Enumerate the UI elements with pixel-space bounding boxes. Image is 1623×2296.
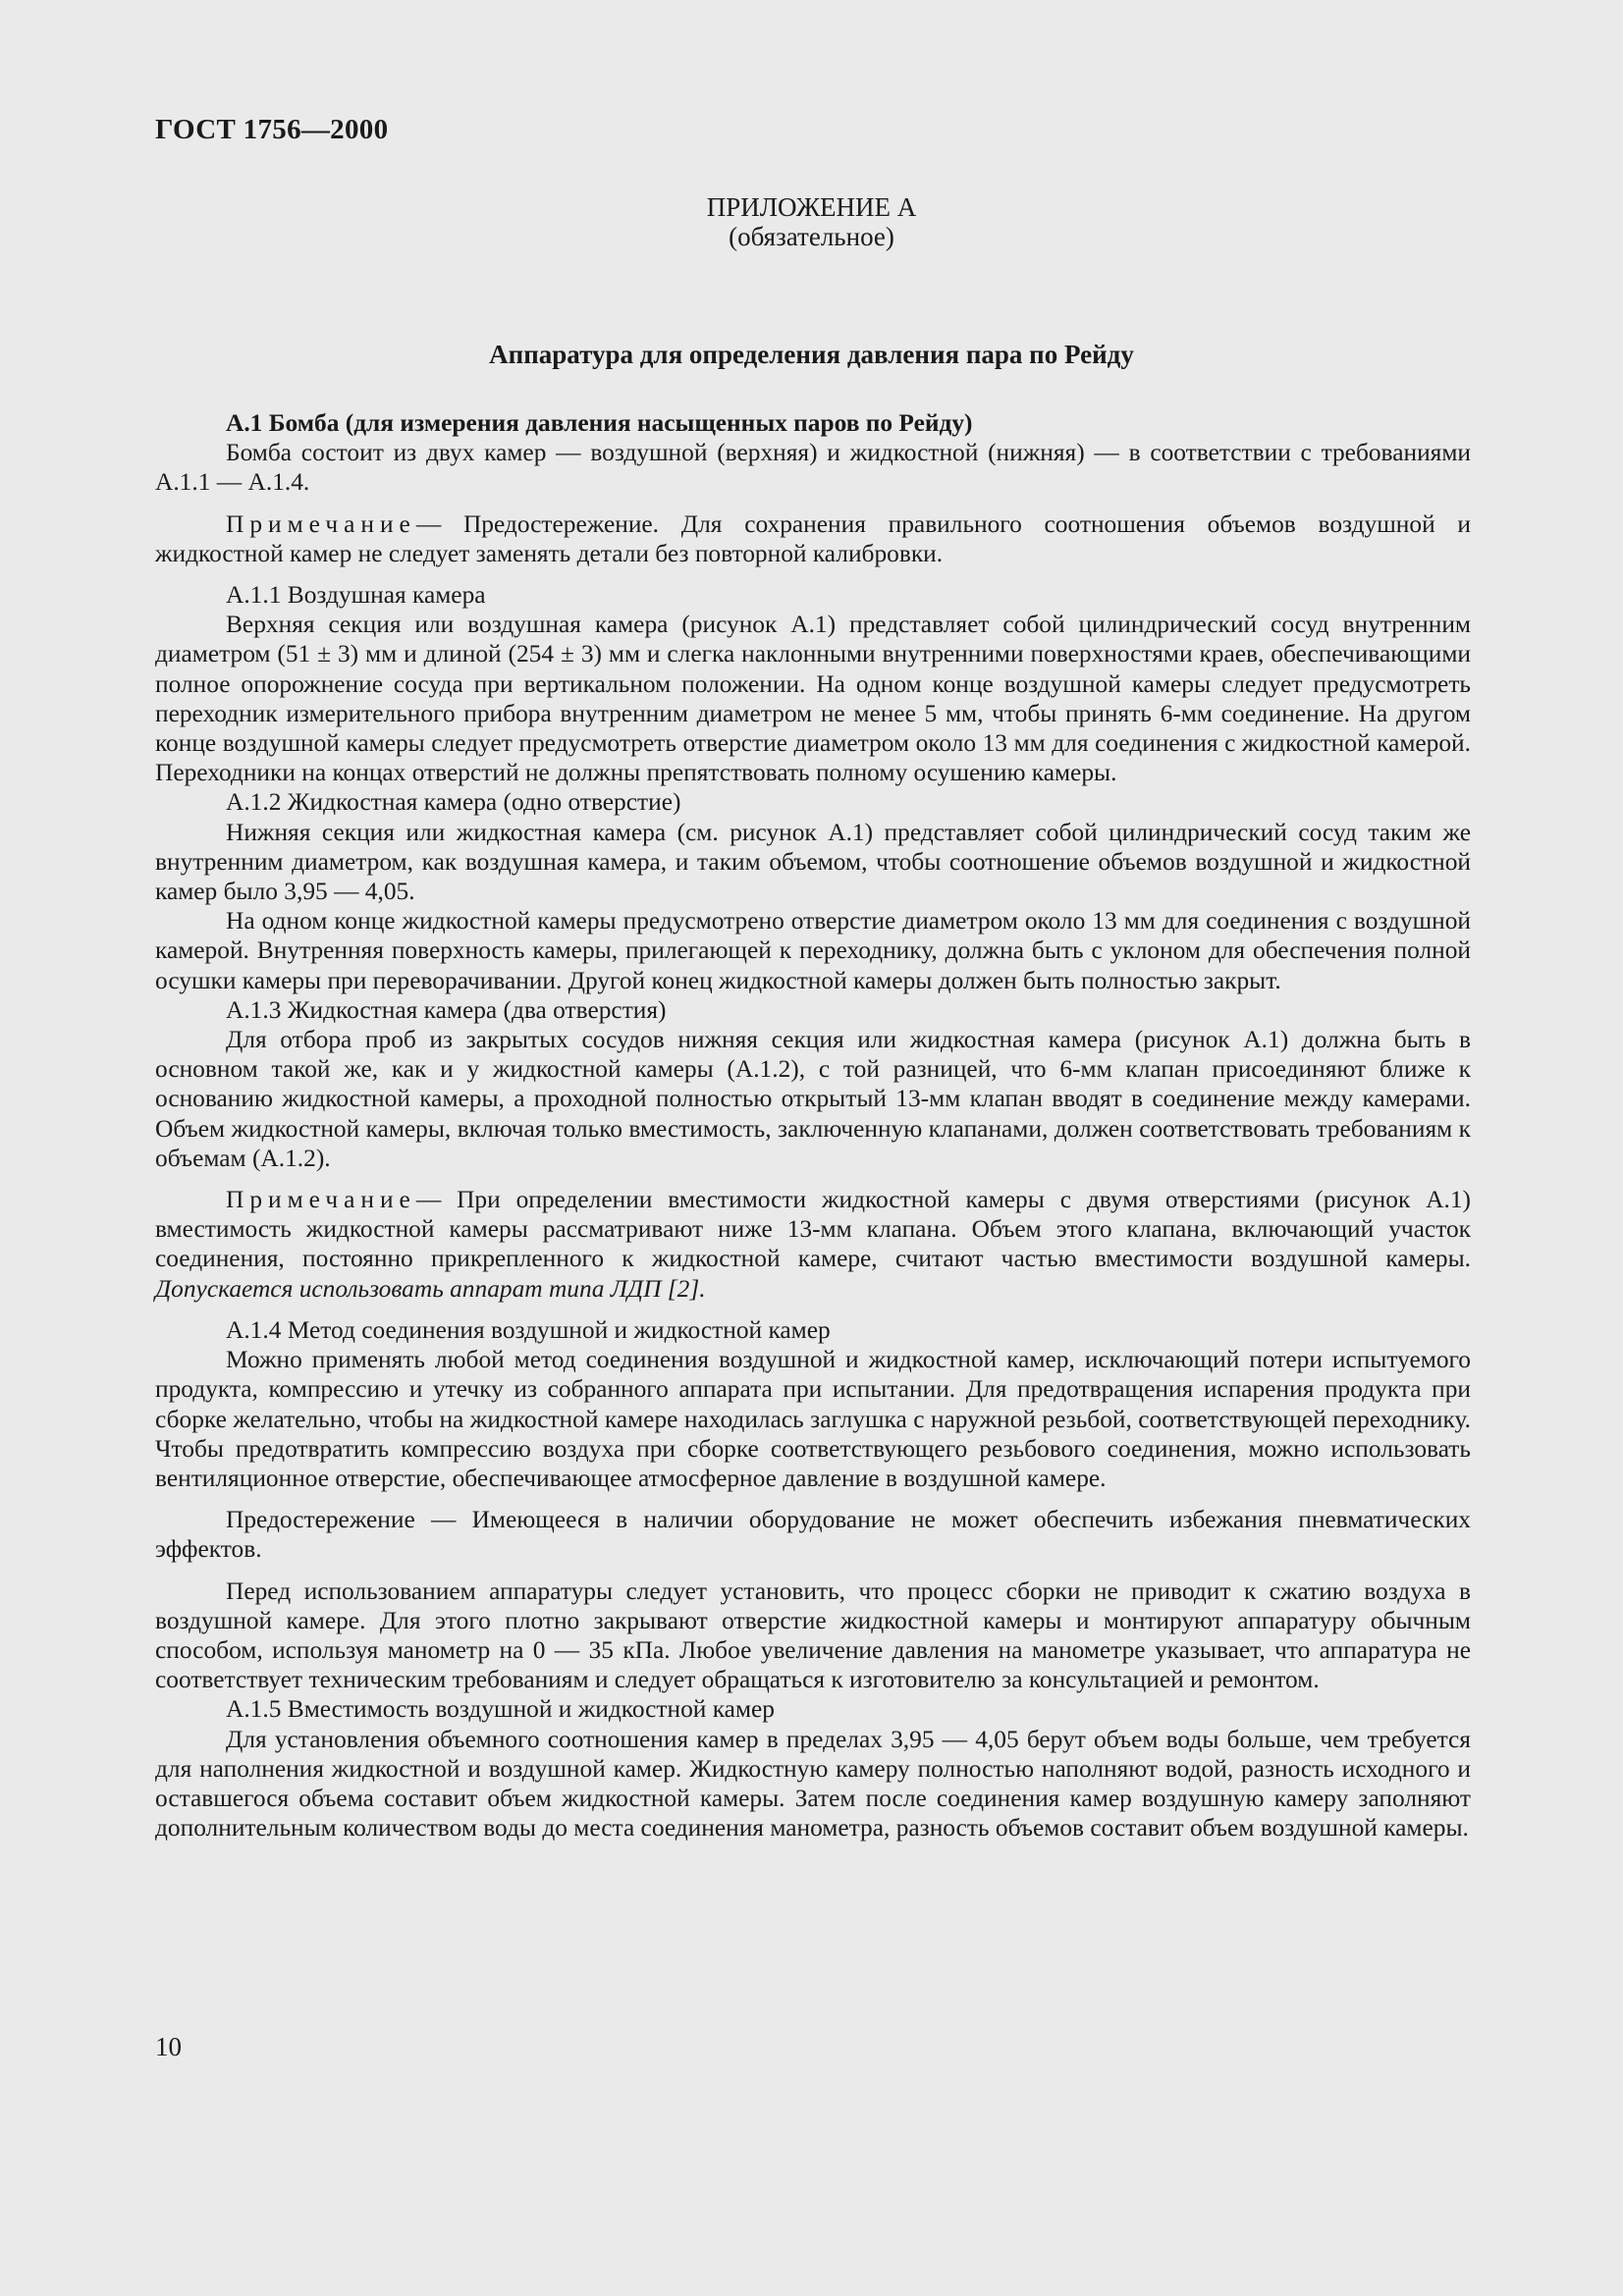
note xyxy=(155,509,1471,568)
subsection-heading: А.1.2 Жидкостная камера (одно отверстие) xyxy=(226,788,681,817)
note-italic-text: Допускается использовать аппарат типа ЛДП [2]. xyxy=(155,1274,706,1303)
paragraph: Для отбора проб из закрытых сосудов нижняя секция или жидкостная камера (рисунок А.1) должна быть в основном такой же, как и у жидкостной камеры (А.1.2), с той разницей, что 6-мм клапан присоединяют ближе к основанию жидкостной камеры, а проходной полностью открытый 13-мм клапан вводят в соединение между камерами. Объем жидкостной камеры, включая только вместимость, заключенную клапанами, должен соответствовать требованиям к объемам (А.1.2). xyxy=(155,1026,1471,1172)
paragraph: Можно применять любой метод соединения воздушной и жидкостной камер, исключающий потери испытуемого продукта, компрессию и утечку из собранного аппарата при испытании. Для предотвращения испарения продукта при сборке желательно, чтобы на жидкостной камере находилась заглушка с наружной резьбой, соответствующей переходнику. Чтобы предотвратить компрессию воздуха при сборке соответствующего резьбового соединения, можно использовать вентиляционное отверстие, обеспечивающее атмосферное давление в воздушной камере. xyxy=(155,1346,1471,1492)
standard-header: ГОСТ 1756—2000 xyxy=(155,114,389,145)
paragraph: На одном конце жидкостной камеры предусмотрено отверстие диаметром около 13 мм для соединения с воздушной камерой. Внутренняя поверхность камеры, прилегающей к переходнику, должна быть с уклоном для обеспечения полной осушки камеры при переворачивании. Другой конец жидкостной камеры должен быть полностью закрыт. xyxy=(155,907,1471,994)
page-number: 10 xyxy=(155,2032,182,2061)
warning: Предостережение — Имеющееся в наличии оборудование не может обеспечить избежания пневматических эффектов. xyxy=(155,1506,1471,1564)
note-text: — Предостережение. Для сохранения правильного соотношения объемов воздушной и жидкостной камер не следует заменять детали без повторной калибровки. xyxy=(155,509,1471,567)
subsection-heading: А.1.1 Воздушная камера xyxy=(226,581,486,610)
document-body xyxy=(155,408,1471,1842)
paragraph: Перед использованием аппаратуры следует установить, что процесс сборки не приводит к сжатию воздуха в воздушной камере. Для этого плотно закрывают отверстие жидкостной камеры и монтируют аппаратуру обычным способом, используя манометр на 0 — 35 кПа. Любое увеличение давления на манометре указывает, что аппаратура не соответствует техническим требованиям и следует обращаться к изготовителю за консультацией и ремонтом. xyxy=(155,1576,1471,1694)
paragraph: Бомба состоит из двух камер — воздушной (верхняя) и жидкостной (нижняя) — в соответствии с требованиями А.1.1 — А.1.4. xyxy=(155,439,1471,497)
note-label: Примечание xyxy=(226,509,416,538)
paragraph: Нижняя секция или жидкостная камера (см. рисунок А.1) представляет собой цилиндрический сосуд таким же внутренним диаметром, как воздушная камера, и таким объемом, чтобы соотношение объемов воздушной и жидкостной камер было 3,95 — 4,05. xyxy=(155,818,1471,906)
appendix-label: ПРИЛОЖЕНИЕ А xyxy=(706,192,917,222)
note xyxy=(155,1185,1471,1304)
appendix-heading xyxy=(0,192,1623,251)
subsection-heading: А.1.5 Вместимость воздушной и жидкостной камер xyxy=(226,1695,775,1724)
appendix-status: (обязательное) xyxy=(729,222,894,251)
subsection-heading: А.1.4 Метод соединения воздушной и жидкостной камер xyxy=(226,1315,831,1344)
paragraph: Верхняя секция или воздушная камера (рисунок А.1) представляет собой цилиндрический сосуд внутренним диаметром (51 ± 3) мм и длиной (254 ± 3) мм и слегка наклонными внутренними поверхностями краев, обеспечивающими полное опорожнение сосуда при вертикальном положении. На одном конце воздушной камеры следует предусмотреть переходник измерительного прибора внутренним диаметром не менее 5 мм, чтобы принять 6-мм соединение. На другом конце воздушной камеры следует предусмотреть отверстие диаметром около 13 мм для соединения с жидкостной камерой. Переходники на концах отверстий не должны препятствовать полному осушению камеры. xyxy=(155,611,1471,787)
section-heading: А.1 Бомба (для измерения давления насыщенных паров по Рейду) xyxy=(226,409,973,437)
note-label: Примечание xyxy=(226,1186,416,1214)
paragraph: Для установления объемного соотношения камер в пределах 3,95 — 4,05 берут объем воды больше, чем требуется для наполнения жидкостной и воздушной камер. Жидкостную камеру полностью наполняют водой, разность исходного и оставшегося объема составит объем жидкостной камеры. Затем после соединения камер воздушную камеру заполняют дополнительным количеством воды до места соединения манометра, разность объемов составит объем воздушной камеры. xyxy=(155,1725,1471,1842)
note-text: — При определении вместимости жидкостной камеры с двумя отверстиями (рисунок А.1) вместимость жидкостной камеры рассматривают ниже 13-мм клапана. Объем этого клапана, включающий участок соединения, постоянно прикрепленного к жидкостной камере, считают частью вместимости воздушной камеры. xyxy=(155,1186,1471,1273)
appendix-title: Аппаратура для определения давления пара по Рейду xyxy=(489,340,1134,369)
subsection-heading: А.1.3 Жидкостная камера (два отверстия) xyxy=(226,995,667,1024)
